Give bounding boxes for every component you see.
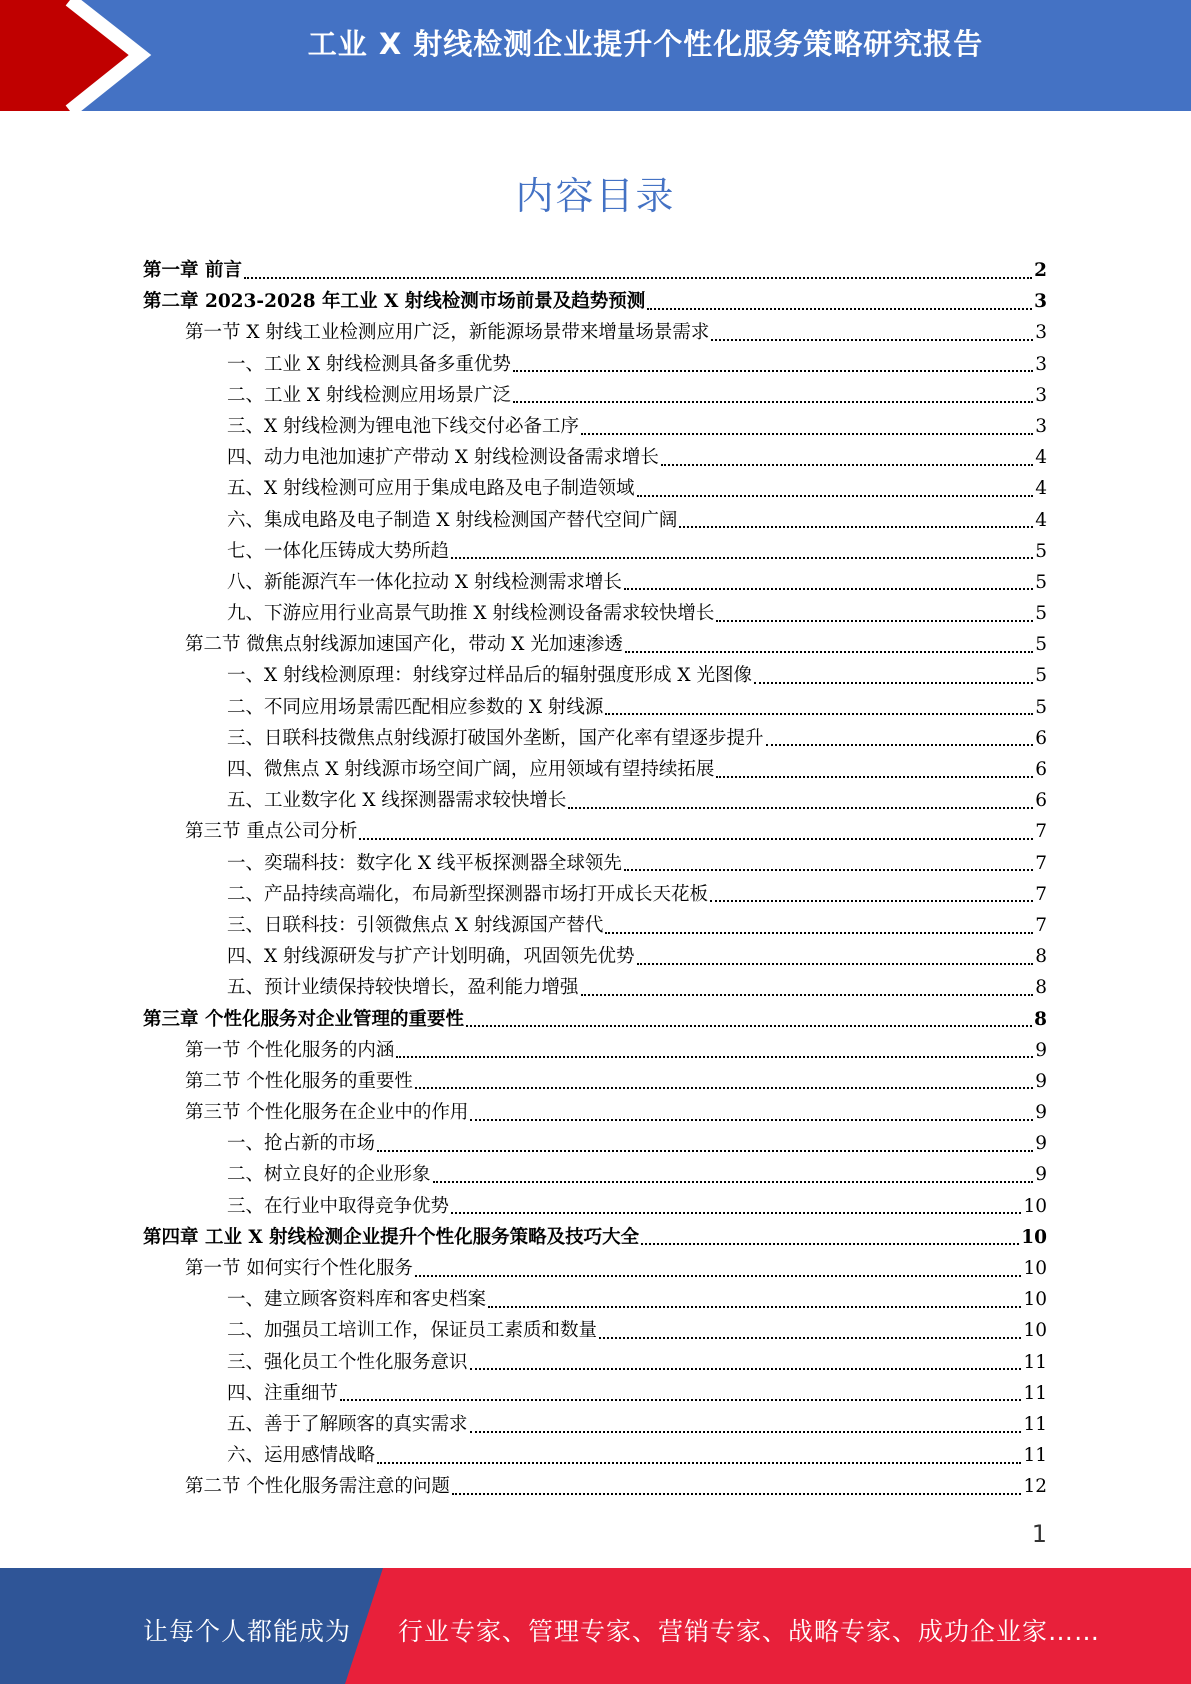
toc-entry-text: 一、奕瑞科技：数字化 X 线平板探测器全球领先 (227, 852, 622, 874)
toc-subsection-entry[interactable] (143, 1440, 1047, 1471)
toc-entry-page: 10 (1021, 1226, 1047, 1248)
toc-entry-text: 三、强化员工个性化服务意识 (227, 1351, 468, 1373)
toc-entry-text: 二、产品持续高端化，布局新型探测器市场打开成长天花板 (227, 883, 709, 905)
toc-entry-page: 5 (1035, 603, 1047, 625)
toc-entry-text: 一、建立顾客资料库和客史档案 (227, 1289, 487, 1311)
toc-entry-page: 8 (1035, 977, 1047, 999)
toc-section-entry[interactable] (143, 1471, 1047, 1502)
toc-chapter-entry[interactable] (143, 1222, 1047, 1253)
toc-entry-text: 五、预计业绩保持较快增长，盈利能力增强 (227, 977, 579, 999)
toc-section-entry[interactable] (143, 1097, 1047, 1128)
toc-subsection-entry[interactable] (143, 785, 1047, 816)
toc-entry-page: 5 (1035, 634, 1047, 656)
toc-subsection-entry[interactable] (143, 411, 1047, 442)
toc-leader-dots (451, 1212, 1021, 1214)
toc-subsection-entry[interactable] (143, 1284, 1047, 1315)
toc-leader-dots (647, 308, 1032, 310)
toc-entry-text: 八、新能源汽车一体化拉动 X 射线检测需求增长 (227, 571, 622, 593)
footer-slogan-right: 行业专家、管理专家、营销专家、战略专家、成功企业家…… (398, 1617, 1101, 1646)
toc-leader-dots (641, 1243, 1019, 1245)
toc-subsection-entry[interactable] (143, 505, 1047, 536)
toc-section-entry[interactable] (143, 1035, 1047, 1066)
toc-section-entry[interactable] (143, 317, 1047, 348)
toc-entry-page: 11 (1023, 1351, 1047, 1373)
toc-subsection-entry[interactable] (143, 1315, 1047, 1346)
toc-entry-text: 第三节 个性化服务在企业中的作用 (185, 1102, 469, 1124)
toc-entry-text: 第三章 个性化服务对企业管理的重要性 (143, 1008, 464, 1030)
toc-leader-dots (513, 370, 1033, 372)
toc-leader-dots (470, 1119, 1033, 1121)
toc-entry-text: 六、运用感情战略 (227, 1445, 376, 1467)
toc-leader-dots (377, 1462, 1021, 1464)
toc-entry-page: 4 (1035, 447, 1047, 469)
toc-leader-dots (661, 464, 1033, 466)
toc-entry-page: 5 (1035, 571, 1047, 593)
toc-leader-dots (605, 713, 1033, 715)
toc-leader-dots (415, 1275, 1022, 1277)
toc-entry-text: 第一节 个性化服务的内涵 (185, 1039, 395, 1061)
toc-entry-page: 6 (1035, 759, 1047, 780)
toc-subsection-entry[interactable] (143, 692, 1047, 723)
toc-leader-dots (244, 277, 1032, 279)
toc-entry-page: 7 (1035, 883, 1047, 905)
toc-entry-page: 6 (1035, 727, 1047, 749)
toc-entry-page: 7 (1035, 821, 1047, 843)
toc-leader-dots (433, 1181, 1034, 1183)
toc-entry-text: 三、日联科技微焦点射线源打破国外垄断，国产化率有望逐步提升 (227, 727, 764, 749)
toc-entry-text: 一、X 射线检测原理：射线穿过样品后的辐射强度形成 X 光图像 (227, 665, 752, 687)
toc-subsection-entry[interactable] (143, 1159, 1047, 1190)
toc-entry-page: 5 (1035, 540, 1047, 562)
toc-entry-page: 11 (1023, 1382, 1047, 1404)
footer-slogan-left: 让每个人都能成为 (143, 1617, 352, 1646)
toc-entry-page: 8 (1035, 946, 1047, 968)
toc-heading: 内容目录 (515, 174, 676, 218)
toc-leader-dots (470, 1368, 1022, 1370)
toc-entry-text: 二、树立良好的企业形象 (227, 1164, 431, 1186)
toc-entry-text: 三、日联科技：引领微焦点 X 射线源国产替代 (227, 914, 604, 936)
toc-leader-dots (377, 1150, 1033, 1152)
toc-subsection-entry[interactable] (143, 473, 1047, 504)
toc-entry-page: 3 (1035, 384, 1047, 406)
footer-band (0, 1568, 1191, 1684)
toc-subsection-entry[interactable] (143, 536, 1047, 567)
toc-entry-page: 9 (1035, 1133, 1047, 1155)
toc-leader-dots (359, 838, 1033, 840)
toc-entry-text: 一、工业 X 射线检测具备多重优势 (227, 353, 511, 375)
toc-entry-text: 五、X 射线检测可应用于集成电路及电子制造领域 (227, 478, 635, 500)
toc-section-entry[interactable] (143, 1253, 1047, 1284)
toc-subsection-entry[interactable] (143, 598, 1047, 629)
toc-entry-text: 第二节 微焦点射线源加速国产化，带动 X 光加速渗透 (185, 634, 623, 656)
page-number: 1 (1031, 1520, 1047, 1548)
toc-subsection-entry[interactable] (143, 567, 1047, 598)
toc-leader-dots (754, 682, 1033, 684)
toc-leader-dots (451, 557, 1033, 559)
toc-leader-dots (625, 651, 1033, 653)
toc-leader-dots (452, 1493, 1022, 1495)
toc-subsection-entry[interactable] (143, 380, 1047, 411)
table-of-contents (143, 255, 1047, 1503)
toc-entry-page: 4 (1035, 478, 1047, 500)
toc-entry-page: 3 (1034, 291, 1047, 313)
toc-entry-text: 四、动力电池加速扩产带动 X 射线检测设备需求增长 (227, 447, 659, 469)
toc-entry-text: 第一节 如何实行个性化服务 (185, 1258, 413, 1279)
toc-subsection-entry[interactable] (143, 1409, 1047, 1440)
toc-subsection-entry[interactable] (143, 1378, 1047, 1409)
toc-leader-dots (415, 1087, 1033, 1089)
toc-leader-dots (624, 869, 1033, 871)
report-header-band (0, 0, 1191, 111)
toc-leader-dots (581, 994, 1034, 996)
toc-leader-dots (340, 1399, 1021, 1401)
toc-leader-dots (581, 433, 1033, 435)
toc-entry-text: 四、注重细节 (227, 1382, 339, 1404)
toc-entry-text: 二、工业 X 射线检测应用场景广泛 (227, 384, 511, 406)
toc-entry-page: 9 (1035, 1070, 1047, 1092)
toc-entry-text: 五、工业数字化 X 线探测器需求较快增长 (227, 790, 567, 812)
toc-entry-page: 8 (1034, 1008, 1047, 1030)
toc-entry-text: 第一节 X 射线工业检测应用广泛，新能源场景带来增量场景需求 (185, 322, 710, 344)
toc-leader-dots (605, 932, 1033, 934)
toc-entry-page: 9 (1035, 1164, 1047, 1186)
toc-chapter-entry[interactable] (143, 255, 1047, 286)
toc-entry-page: 3 (1035, 415, 1047, 437)
toc-leader-dots (624, 588, 1033, 590)
toc-leader-dots (716, 620, 1033, 622)
toc-leader-dots (466, 1025, 1032, 1027)
toc-entry-page: 7 (1035, 914, 1047, 936)
toc-subsection-entry[interactable] (143, 1128, 1047, 1159)
toc-chapter-entry[interactable] (143, 1004, 1047, 1035)
toc-entry-page: 6 (1035, 790, 1047, 812)
toc-subsection-entry[interactable] (143, 660, 1047, 691)
toc-leader-dots (637, 963, 1034, 965)
toc-leader-dots (710, 900, 1033, 902)
toc-entry-page: 10 (1023, 1289, 1047, 1311)
toc-entry-text: 七、一体化压铸成大势所趋 (227, 540, 450, 562)
toc-entry-page: 9 (1035, 1039, 1047, 1061)
toc-subsection-entry[interactable] (143, 879, 1047, 910)
toc-leader-dots (716, 776, 1033, 778)
toc-entry-text: 第三节 重点公司分析 (185, 821, 358, 843)
toc-entry-text: 四、微焦点 X 射线源市场空间广阔，应用领域有望持续拓展 (227, 759, 715, 780)
toc-leader-dots (513, 401, 1033, 403)
toc-subsection-entry[interactable] (143, 754, 1047, 785)
toc-leader-dots (599, 1337, 1021, 1339)
toc-entry-text: 二、不同应用场景需匹配相应参数的 X 射线源 (227, 696, 604, 718)
toc-subsection-entry[interactable] (143, 1347, 1047, 1378)
toc-subsection-entry[interactable] (143, 723, 1047, 754)
toc-leader-dots (637, 495, 1034, 497)
toc-subsection-entry[interactable] (143, 972, 1047, 1003)
toc-entry-page: 9 (1035, 1102, 1047, 1124)
toc-entry-text: 三、X 射线检测为锂电池下线交付必备工序 (227, 415, 580, 437)
toc-entry-text: 三、在行业中取得竞争优势 (227, 1195, 450, 1217)
toc-leader-dots (396, 1056, 1033, 1058)
report-title: 工业 X 射线检测企业提升个性化服务策略研究报告 (307, 27, 984, 61)
toc-section-entry[interactable] (143, 1066, 1047, 1097)
toc-entry-text: 五、善于了解顾客的真实需求 (227, 1413, 468, 1435)
toc-subsection-entry[interactable] (143, 442, 1047, 473)
toc-entry-page: 10 (1023, 1320, 1047, 1342)
toc-entry-text: 第二节 个性化服务需注意的问题 (185, 1476, 450, 1498)
toc-entry-page: 4 (1035, 509, 1047, 531)
toc-subsection-entry[interactable] (143, 349, 1047, 380)
toc-entry-text: 四、X 射线源研发与扩产计划明确，巩固领先优势 (227, 946, 635, 968)
toc-leader-dots (470, 1431, 1022, 1433)
toc-leader-dots (488, 1306, 1021, 1308)
toc-section-entry[interactable] (143, 629, 1047, 660)
toc-entry-text: 第一章 前言 (143, 260, 242, 281)
toc-subsection-entry[interactable] (143, 941, 1047, 972)
toc-entry-text: 第二节 个性化服务的重要性 (185, 1070, 413, 1092)
toc-subsection-entry[interactable] (143, 1191, 1047, 1222)
toc-leader-dots (679, 526, 1033, 528)
toc-entry-text: 二、加强员工培训工作，保证员工素质和数量 (227, 1320, 598, 1342)
toc-entry-page: 7 (1035, 852, 1047, 874)
toc-entry-page: 10 (1023, 1258, 1047, 1279)
toc-entry-page: 5 (1035, 665, 1047, 687)
toc-entry-text: 一、抢占新的市场 (227, 1133, 376, 1155)
toc-chapter-entry[interactable] (143, 286, 1047, 317)
toc-section-entry[interactable] (143, 816, 1047, 847)
toc-subsection-entry[interactable] (143, 848, 1047, 879)
toc-entry-page: 12 (1023, 1476, 1047, 1498)
toc-subsection-entry[interactable] (143, 910, 1047, 941)
toc-entry-text: 第四章 工业 X 射线检测企业提升个性化服务策略及技巧大全 (143, 1226, 640, 1248)
toc-leader-dots (711, 339, 1033, 341)
toc-entry-page: 3 (1035, 353, 1047, 375)
toc-leader-dots (766, 744, 1034, 746)
toc-entry-text: 九、下游应用行业高景气助推 X 射线检测设备需求较快增长 (227, 603, 715, 625)
toc-entry-page: 5 (1035, 696, 1047, 718)
toc-entry-page: 3 (1035, 322, 1047, 344)
toc-entry-page: 11 (1023, 1413, 1047, 1435)
toc-entry-page: 11 (1023, 1445, 1047, 1467)
toc-entry-text: 第二章 2023-2028 年工业 X 射线检测市场前景及趋势预测 (143, 291, 646, 313)
toc-entry-text: 六、集成电路及电子制造 X 射线检测国产替代空间广阔 (227, 509, 678, 531)
toc-entry-page: 10 (1023, 1195, 1047, 1217)
toc-leader-dots (568, 807, 1033, 809)
toc-entry-page: 2 (1034, 260, 1047, 281)
